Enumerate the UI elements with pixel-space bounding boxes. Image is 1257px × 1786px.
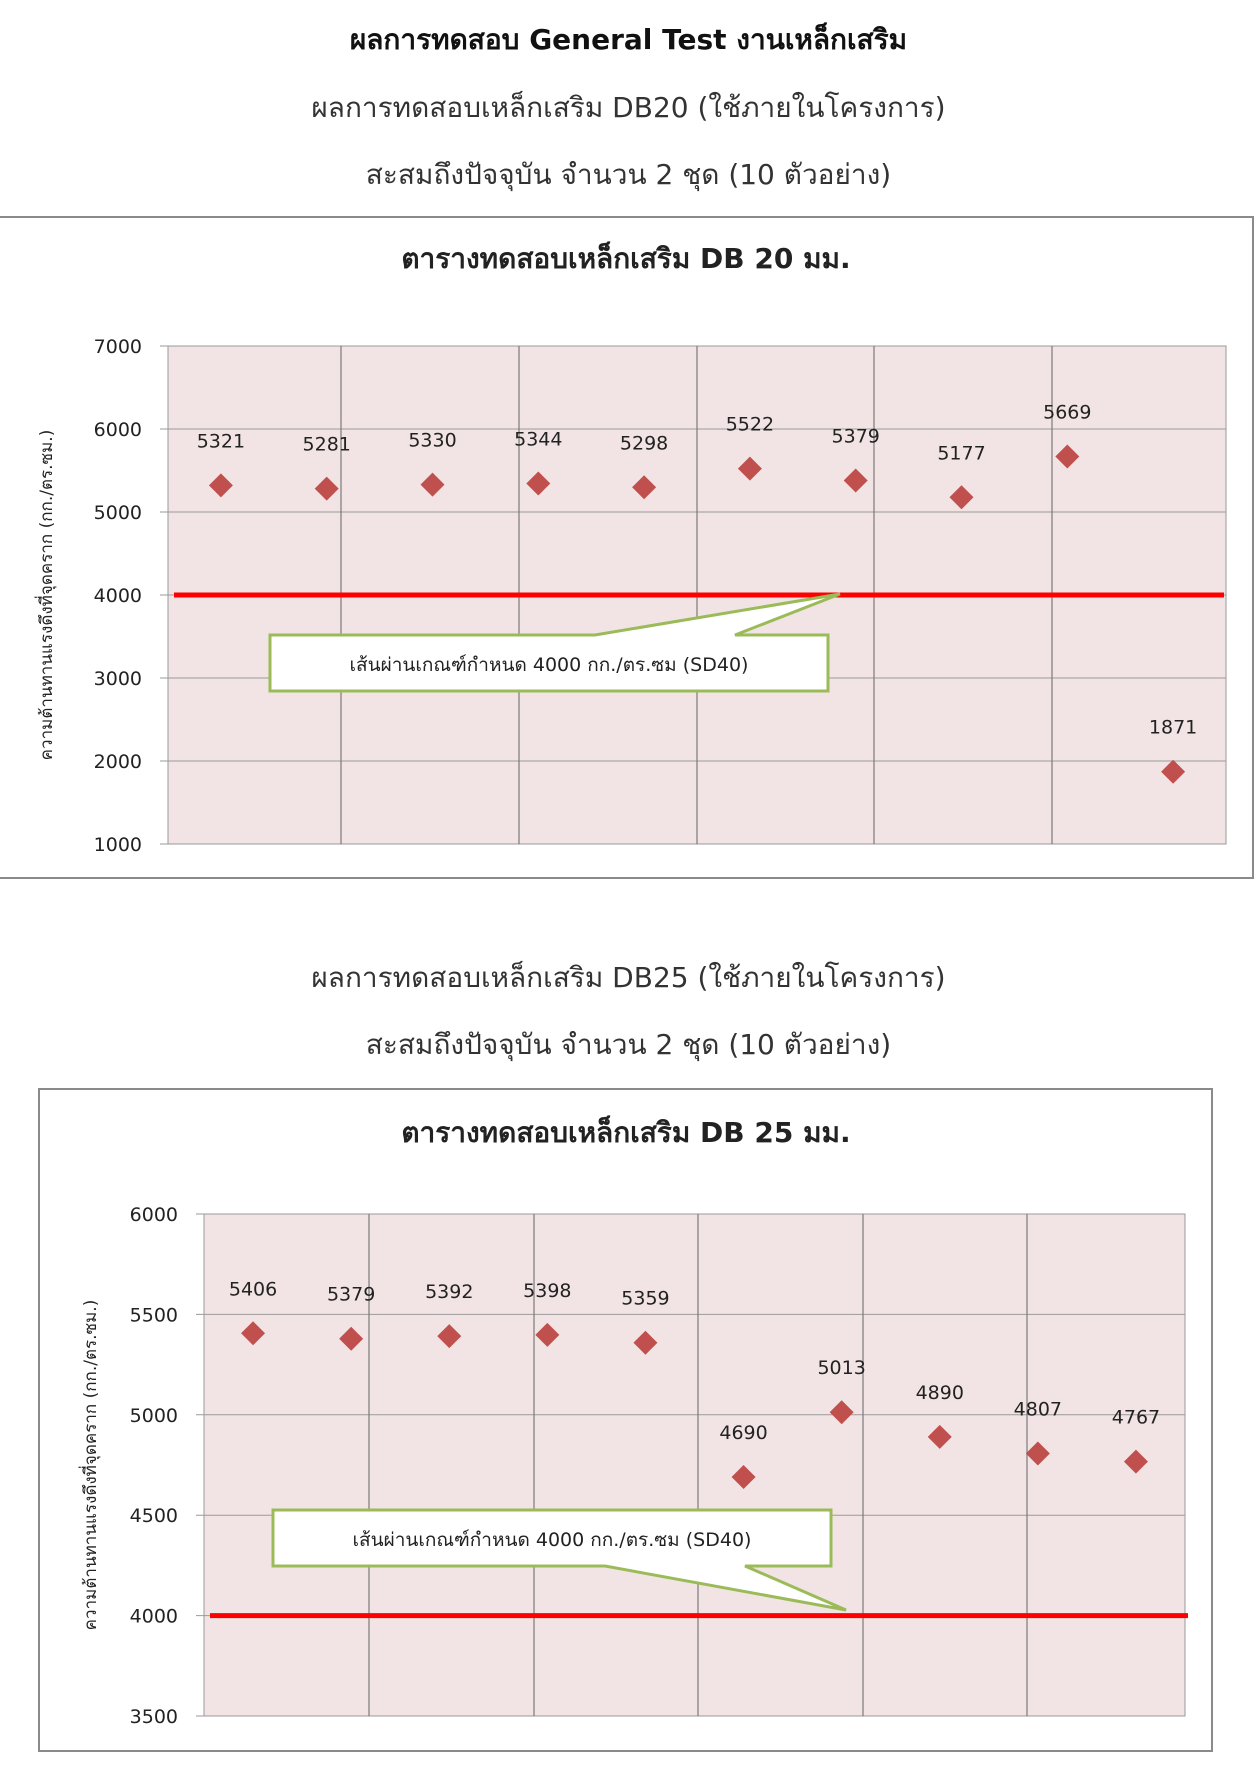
y-tick-label: 3000 — [93, 668, 142, 690]
data-label: 5359 — [621, 1287, 670, 1310]
chart-db25 — [40, 1090, 1211, 1750]
data-label: 5398 — [523, 1279, 572, 1302]
y-tick-label: 4000 — [93, 585, 142, 607]
data-label: 5379 — [326, 1283, 376, 1306]
data-label: 1871 — [1148, 716, 1198, 739]
y-tick-label: 2000 — [93, 751, 142, 773]
data-label: 5321 — [196, 430, 246, 453]
threshold-callout-text: เส้นผ่านเกณฑ์กำหนด 4000 กก./ตร.ซม (SD40) — [352, 1529, 752, 1551]
y-tick-label: 5000 — [93, 502, 142, 524]
data-label: 5344 — [514, 428, 563, 451]
y-tick-label: 6000 — [129, 1204, 178, 1226]
data-label: 4690 — [719, 1422, 768, 1445]
data-label: 5522 — [725, 413, 775, 436]
data-label: 5669 — [1043, 401, 1092, 424]
y-tick-label: 4500 — [129, 1505, 178, 1528]
data-label: 5013 — [817, 1357, 866, 1380]
y-tick-label: 6000 — [93, 419, 142, 441]
y-axis-label: ความต้านทานแรงดึงที่จุดคราก (กก./ตร.ซม.) — [37, 429, 57, 761]
data-label: 5281 — [302, 433, 351, 456]
y-tick-label: 5500 — [129, 1304, 178, 1327]
section-2-subtitle: ผลการทดสอบเหล็กเสริม DB25 (ใช้ภายในโครงการ) — [311, 961, 946, 994]
threshold-callout-text: เส้นผ่านเกณฑ์กำหนด 4000 กก./ตร.ซม (SD40) — [349, 654, 749, 676]
data-label: 4890 — [915, 1381, 964, 1404]
chart-db25-frame — [38, 1088, 1213, 1752]
data-label: 4767 — [1111, 1406, 1161, 1429]
data-label: 5177 — [937, 442, 986, 465]
y-tick-label: 1000 — [93, 834, 142, 856]
chart-title: ตารางทดสอบเหล็กเสริม DB 25 มม. — [401, 1116, 851, 1149]
data-label: 5406 — [228, 1278, 278, 1301]
chart-title: ตารางทดสอบเหล็กเสริม DB 20 มม. — [401, 242, 851, 275]
data-label: 5392 — [425, 1281, 474, 1304]
y-axis-label: ความต้านทานแรงดึงที่จุดคราก (กก./ตร.ซม.) — [81, 1299, 101, 1631]
data-label: 5330 — [408, 429, 457, 452]
y-tick-label: 7000 — [93, 336, 142, 358]
chart-db20-frame — [0, 216, 1254, 879]
y-tick-label: 5000 — [129, 1404, 178, 1427]
section-1-subtitle: ผลการทดสอบเหล็กเสริม DB20 (ใช้ภายในโครงการ) — [311, 91, 946, 124]
page-heading: ผลการทดสอบ General Test งานเหล็กเสริม — [349, 23, 908, 56]
section-2-count: สะสมถึงปัจจุบัน จำนวน 2 ชุด (10 ตัวอย่าง) — [365, 1028, 892, 1061]
data-label: 5298 — [619, 432, 669, 455]
data-label: 5379 — [831, 425, 880, 448]
chart-db20 — [0, 218, 1252, 877]
section-1-count: สะสมถึงปัจจุบัน จำนวน 2 ชุด (10 ตัวอย่าง) — [365, 158, 892, 191]
y-tick-label: 4000 — [129, 1605, 178, 1628]
y-tick-label: 3500 — [129, 1706, 178, 1728]
data-label: 4807 — [1013, 1398, 1063, 1421]
